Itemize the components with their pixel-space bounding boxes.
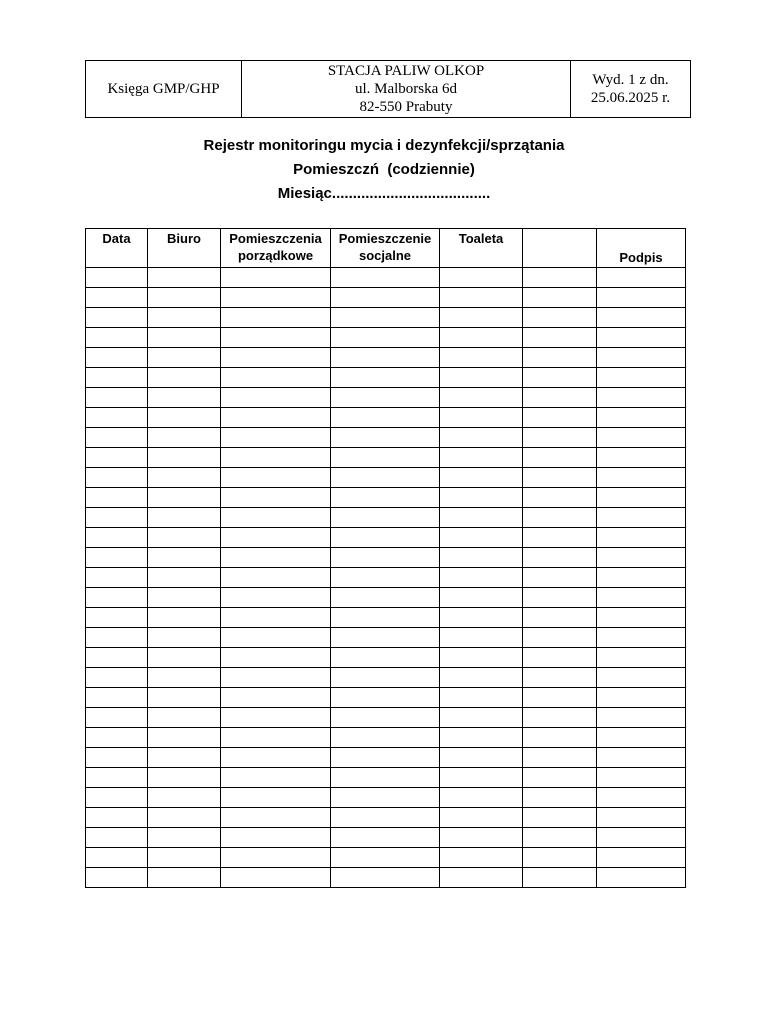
table-cell <box>86 708 148 728</box>
table-cell <box>523 688 597 708</box>
table-cell <box>221 308 331 328</box>
table-cell <box>597 428 686 448</box>
table-cell <box>221 408 331 428</box>
table-cell <box>221 568 331 588</box>
column-header-text: Data <box>102 231 131 246</box>
table-cell <box>440 868 523 888</box>
table-row <box>86 708 686 728</box>
table-cell <box>148 708 221 728</box>
table-cell <box>597 768 686 788</box>
table-cell <box>523 488 597 508</box>
table-cell <box>597 328 686 348</box>
table-row <box>86 288 686 308</box>
header-book-name <box>86 61 242 118</box>
table-cell <box>221 828 331 848</box>
table-cell <box>440 548 523 568</box>
document-header <box>85 60 691 118</box>
table-cell <box>86 828 148 848</box>
table-cell <box>221 808 331 828</box>
table-cell <box>331 368 440 388</box>
table-cell <box>331 688 440 708</box>
table-cell <box>86 388 148 408</box>
table-row <box>86 568 686 588</box>
table-cell <box>597 588 686 608</box>
table-cell <box>523 508 597 528</box>
table-cell <box>86 468 148 488</box>
table-cell <box>86 868 148 888</box>
table-cell <box>148 508 221 528</box>
register-body <box>86 268 686 888</box>
table-cell <box>440 308 523 328</box>
table-cell <box>221 448 331 468</box>
table-cell <box>148 848 221 868</box>
edition-number: Wyd. 1 z dn. <box>592 72 669 88</box>
table-cell <box>86 488 148 508</box>
company-postal-city: 82-550 Prabuty <box>359 99 453 115</box>
table-cell <box>597 848 686 868</box>
table-cell <box>597 468 686 488</box>
table-cell <box>597 628 686 648</box>
table-cell <box>331 608 440 628</box>
table-cell <box>148 408 221 428</box>
table-cell <box>331 288 440 308</box>
column-header-text: porządkowe <box>237 248 314 263</box>
table-cell <box>148 288 221 308</box>
table-cell <box>597 508 686 528</box>
table-cell <box>597 608 686 628</box>
table-cell <box>597 348 686 368</box>
table-cell <box>86 268 148 288</box>
title-line-month: Miesiąc...................................... <box>277 185 491 202</box>
table-cell <box>148 448 221 468</box>
table-cell <box>221 268 331 288</box>
table-cell <box>440 588 523 608</box>
table-cell <box>440 408 523 428</box>
table-cell <box>148 268 221 288</box>
table-cell <box>523 468 597 488</box>
table-cell <box>331 528 440 548</box>
table-cell <box>86 368 148 388</box>
table-cell <box>597 268 686 288</box>
table-cell <box>148 588 221 608</box>
table-cell <box>597 548 686 568</box>
table-cell <box>440 488 523 508</box>
table-cell <box>597 528 686 548</box>
table-cell <box>440 508 523 528</box>
table-row <box>86 528 686 548</box>
table-cell <box>440 608 523 628</box>
table-cell <box>523 848 597 868</box>
table-cell <box>440 828 523 848</box>
col-header-pomieszczenie-socjalne <box>331 229 440 268</box>
table-cell <box>523 268 597 288</box>
table-cell <box>523 768 597 788</box>
table-row <box>86 468 686 488</box>
table-cell <box>86 448 148 468</box>
table-cell <box>148 488 221 508</box>
table-cell <box>523 588 597 608</box>
table-cell <box>597 668 686 688</box>
table-cell <box>597 788 686 808</box>
table-cell <box>597 408 686 428</box>
table-cell <box>86 428 148 448</box>
table-cell <box>523 448 597 468</box>
table-cell <box>440 428 523 448</box>
table-cell <box>331 488 440 508</box>
table-cell <box>86 688 148 708</box>
table-cell <box>440 528 523 548</box>
table-cell <box>523 328 597 348</box>
table-cell <box>148 788 221 808</box>
table-cell <box>331 448 440 468</box>
table-row <box>86 388 686 408</box>
table-cell <box>597 288 686 308</box>
table-cell <box>221 348 331 368</box>
table-cell <box>86 788 148 808</box>
table-cell <box>86 748 148 768</box>
table-cell <box>148 808 221 828</box>
table-cell <box>523 708 597 728</box>
table-cell <box>440 788 523 808</box>
table-cell <box>331 768 440 788</box>
table-row <box>86 868 686 888</box>
table-cell <box>148 428 221 448</box>
table-cell <box>331 728 440 748</box>
table-cell <box>148 648 221 668</box>
table-cell <box>331 808 440 828</box>
table-cell <box>331 328 440 348</box>
table-row <box>86 348 686 368</box>
table-cell <box>331 308 440 328</box>
table-cell <box>86 608 148 628</box>
table-cell <box>86 808 148 828</box>
table-cell <box>86 328 148 348</box>
table-row <box>86 768 686 788</box>
table-cell <box>221 528 331 548</box>
col-header-podpis <box>597 229 686 268</box>
table-cell <box>331 748 440 768</box>
table-row <box>86 608 686 628</box>
table-cell <box>148 748 221 768</box>
table-cell <box>148 308 221 328</box>
table-cell <box>86 568 148 588</box>
table-cell <box>597 368 686 388</box>
table-cell <box>86 348 148 368</box>
table-cell <box>523 368 597 388</box>
table-cell <box>597 308 686 328</box>
table-row <box>86 488 686 508</box>
table-cell <box>148 368 221 388</box>
table-cell <box>597 568 686 588</box>
table-cell <box>331 548 440 568</box>
table-row <box>86 848 686 868</box>
table-cell <box>331 468 440 488</box>
table-cell <box>523 548 597 568</box>
table-cell <box>523 668 597 688</box>
table-cell <box>148 868 221 888</box>
table-cell <box>440 568 523 588</box>
table-cell <box>523 608 597 628</box>
table-cell <box>331 568 440 588</box>
table-cell <box>523 528 597 548</box>
table-cell <box>597 808 686 828</box>
table-cell <box>331 868 440 888</box>
table-row <box>86 548 686 568</box>
table-cell <box>86 408 148 428</box>
table-cell <box>523 288 597 308</box>
table-cell <box>86 528 148 548</box>
table-row <box>86 588 686 608</box>
table-cell <box>440 848 523 868</box>
col-header-pomieszczenia-porzadkowe <box>221 229 331 268</box>
table-cell <box>148 388 221 408</box>
table-cell <box>331 648 440 668</box>
table-cell <box>221 668 331 688</box>
table-cell <box>523 788 597 808</box>
table-cell <box>221 328 331 348</box>
table-cell <box>221 588 331 608</box>
table-cell <box>597 708 686 728</box>
table-cell <box>148 628 221 648</box>
table-cell <box>221 608 331 628</box>
company-street: ul. Malborska 6d <box>354 81 458 97</box>
table-cell <box>440 748 523 768</box>
table-cell <box>148 548 221 568</box>
table-cell <box>331 628 440 648</box>
col-header-toaleta <box>440 229 523 268</box>
col-header-data <box>86 229 148 268</box>
table-cell <box>86 648 148 668</box>
table-cell <box>440 288 523 308</box>
table-cell <box>597 448 686 468</box>
col-header-empty <box>523 229 597 268</box>
table-cell <box>221 768 331 788</box>
header-book-name-text: Księga GMP/GHP <box>107 81 220 97</box>
company-name: STACJA PALIW OLKOP <box>327 63 485 79</box>
table-cell <box>221 708 331 728</box>
table-cell <box>597 648 686 668</box>
table-cell <box>86 588 148 608</box>
table-cell <box>440 468 523 488</box>
table-cell <box>221 548 331 568</box>
column-header-text: Pomieszczenia <box>229 231 322 246</box>
column-header-text: socjalne <box>358 248 412 263</box>
table-row <box>86 368 686 388</box>
table-cell <box>440 768 523 788</box>
table-cell <box>331 848 440 868</box>
table-cell <box>221 368 331 388</box>
table-row <box>86 648 686 668</box>
table-cell <box>523 868 597 888</box>
column-header-text: Podpis <box>619 250 663 265</box>
document-title <box>0 134 768 206</box>
table-cell <box>440 328 523 348</box>
table-cell <box>331 788 440 808</box>
table-cell <box>148 608 221 628</box>
table-cell <box>221 748 331 768</box>
table-row <box>86 828 686 848</box>
table-cell <box>440 728 523 748</box>
register-header-row <box>86 229 686 268</box>
table-row <box>86 748 686 768</box>
table-cell <box>221 468 331 488</box>
table-cell <box>523 808 597 828</box>
table-row <box>86 508 686 528</box>
table-cell <box>523 348 597 368</box>
table-cell <box>523 428 597 448</box>
table-cell <box>331 708 440 728</box>
table-cell <box>221 488 331 508</box>
table-cell <box>86 508 148 528</box>
table-row <box>86 788 686 808</box>
table-cell <box>331 828 440 848</box>
table-cell <box>523 408 597 428</box>
edition-date: 25.06.2025 r. <box>590 90 671 106</box>
table-cell <box>440 708 523 728</box>
table-cell <box>221 788 331 808</box>
table-cell <box>440 808 523 828</box>
table-cell <box>148 468 221 488</box>
table-cell <box>221 848 331 868</box>
column-header-text: Biuro <box>167 231 201 246</box>
table-cell <box>440 688 523 708</box>
table-cell <box>148 768 221 788</box>
table-row <box>86 728 686 748</box>
table-cell <box>148 568 221 588</box>
table-cell <box>440 368 523 388</box>
table-cell <box>148 728 221 748</box>
table-cell <box>597 688 686 708</box>
table-cell <box>221 288 331 308</box>
table-cell <box>148 328 221 348</box>
table-cell <box>86 548 148 568</box>
table-cell <box>440 348 523 368</box>
table-cell <box>331 348 440 368</box>
table-row <box>86 268 686 288</box>
table-cell <box>331 508 440 528</box>
table-row <box>86 308 686 328</box>
column-header-text: Pomieszczenie <box>338 231 432 246</box>
title-line-rooms: Pomieszczń (codziennie) <box>293 161 475 178</box>
table-cell <box>597 388 686 408</box>
table-cell <box>523 308 597 328</box>
table-row <box>86 448 686 468</box>
table-row <box>86 808 686 828</box>
table-cell <box>148 348 221 368</box>
table-cell <box>331 408 440 428</box>
table-row <box>86 688 686 708</box>
table-row <box>86 628 686 648</box>
table-cell <box>221 508 331 528</box>
table-cell <box>86 728 148 748</box>
table-cell <box>221 388 331 408</box>
table-cell <box>523 388 597 408</box>
table-cell <box>221 428 331 448</box>
table-cell <box>523 628 597 648</box>
table-cell <box>221 728 331 748</box>
header-edition-info <box>571 61 691 118</box>
table-cell <box>523 568 597 588</box>
table-cell <box>440 268 523 288</box>
register-table <box>85 228 686 888</box>
table-cell <box>440 668 523 688</box>
table-cell <box>523 828 597 848</box>
table-cell <box>440 648 523 668</box>
table-cell <box>331 588 440 608</box>
table-cell <box>86 288 148 308</box>
table-cell <box>148 668 221 688</box>
table-row <box>86 328 686 348</box>
table-cell <box>523 748 597 768</box>
table-cell <box>440 388 523 408</box>
table-cell <box>597 728 686 748</box>
table-cell <box>523 648 597 668</box>
table-cell <box>86 308 148 328</box>
table-cell <box>597 488 686 508</box>
table-row <box>86 428 686 448</box>
table-cell <box>86 668 148 688</box>
table-cell <box>597 828 686 848</box>
table-cell <box>331 428 440 448</box>
table-cell <box>86 768 148 788</box>
table-cell <box>331 268 440 288</box>
table-cell <box>331 388 440 408</box>
col-header-biuro <box>148 229 221 268</box>
title-line-register: Rejestr monitoringu mycia i dezynfekcji/sprzątania <box>203 137 565 154</box>
table-row <box>86 408 686 428</box>
table-cell <box>597 748 686 768</box>
table-cell <box>221 868 331 888</box>
table-cell <box>523 728 597 748</box>
table-cell <box>221 628 331 648</box>
table-cell <box>440 448 523 468</box>
table-cell <box>331 668 440 688</box>
table-cell <box>148 688 221 708</box>
table-cell <box>440 628 523 648</box>
table-cell <box>148 528 221 548</box>
table-cell <box>221 648 331 668</box>
column-header-text: Toaleta <box>458 231 504 246</box>
table-row <box>86 668 686 688</box>
table-cell <box>597 868 686 888</box>
header-company-info <box>242 61 571 118</box>
table-cell <box>86 848 148 868</box>
table-cell <box>86 628 148 648</box>
table-cell <box>221 688 331 708</box>
table-cell <box>148 828 221 848</box>
